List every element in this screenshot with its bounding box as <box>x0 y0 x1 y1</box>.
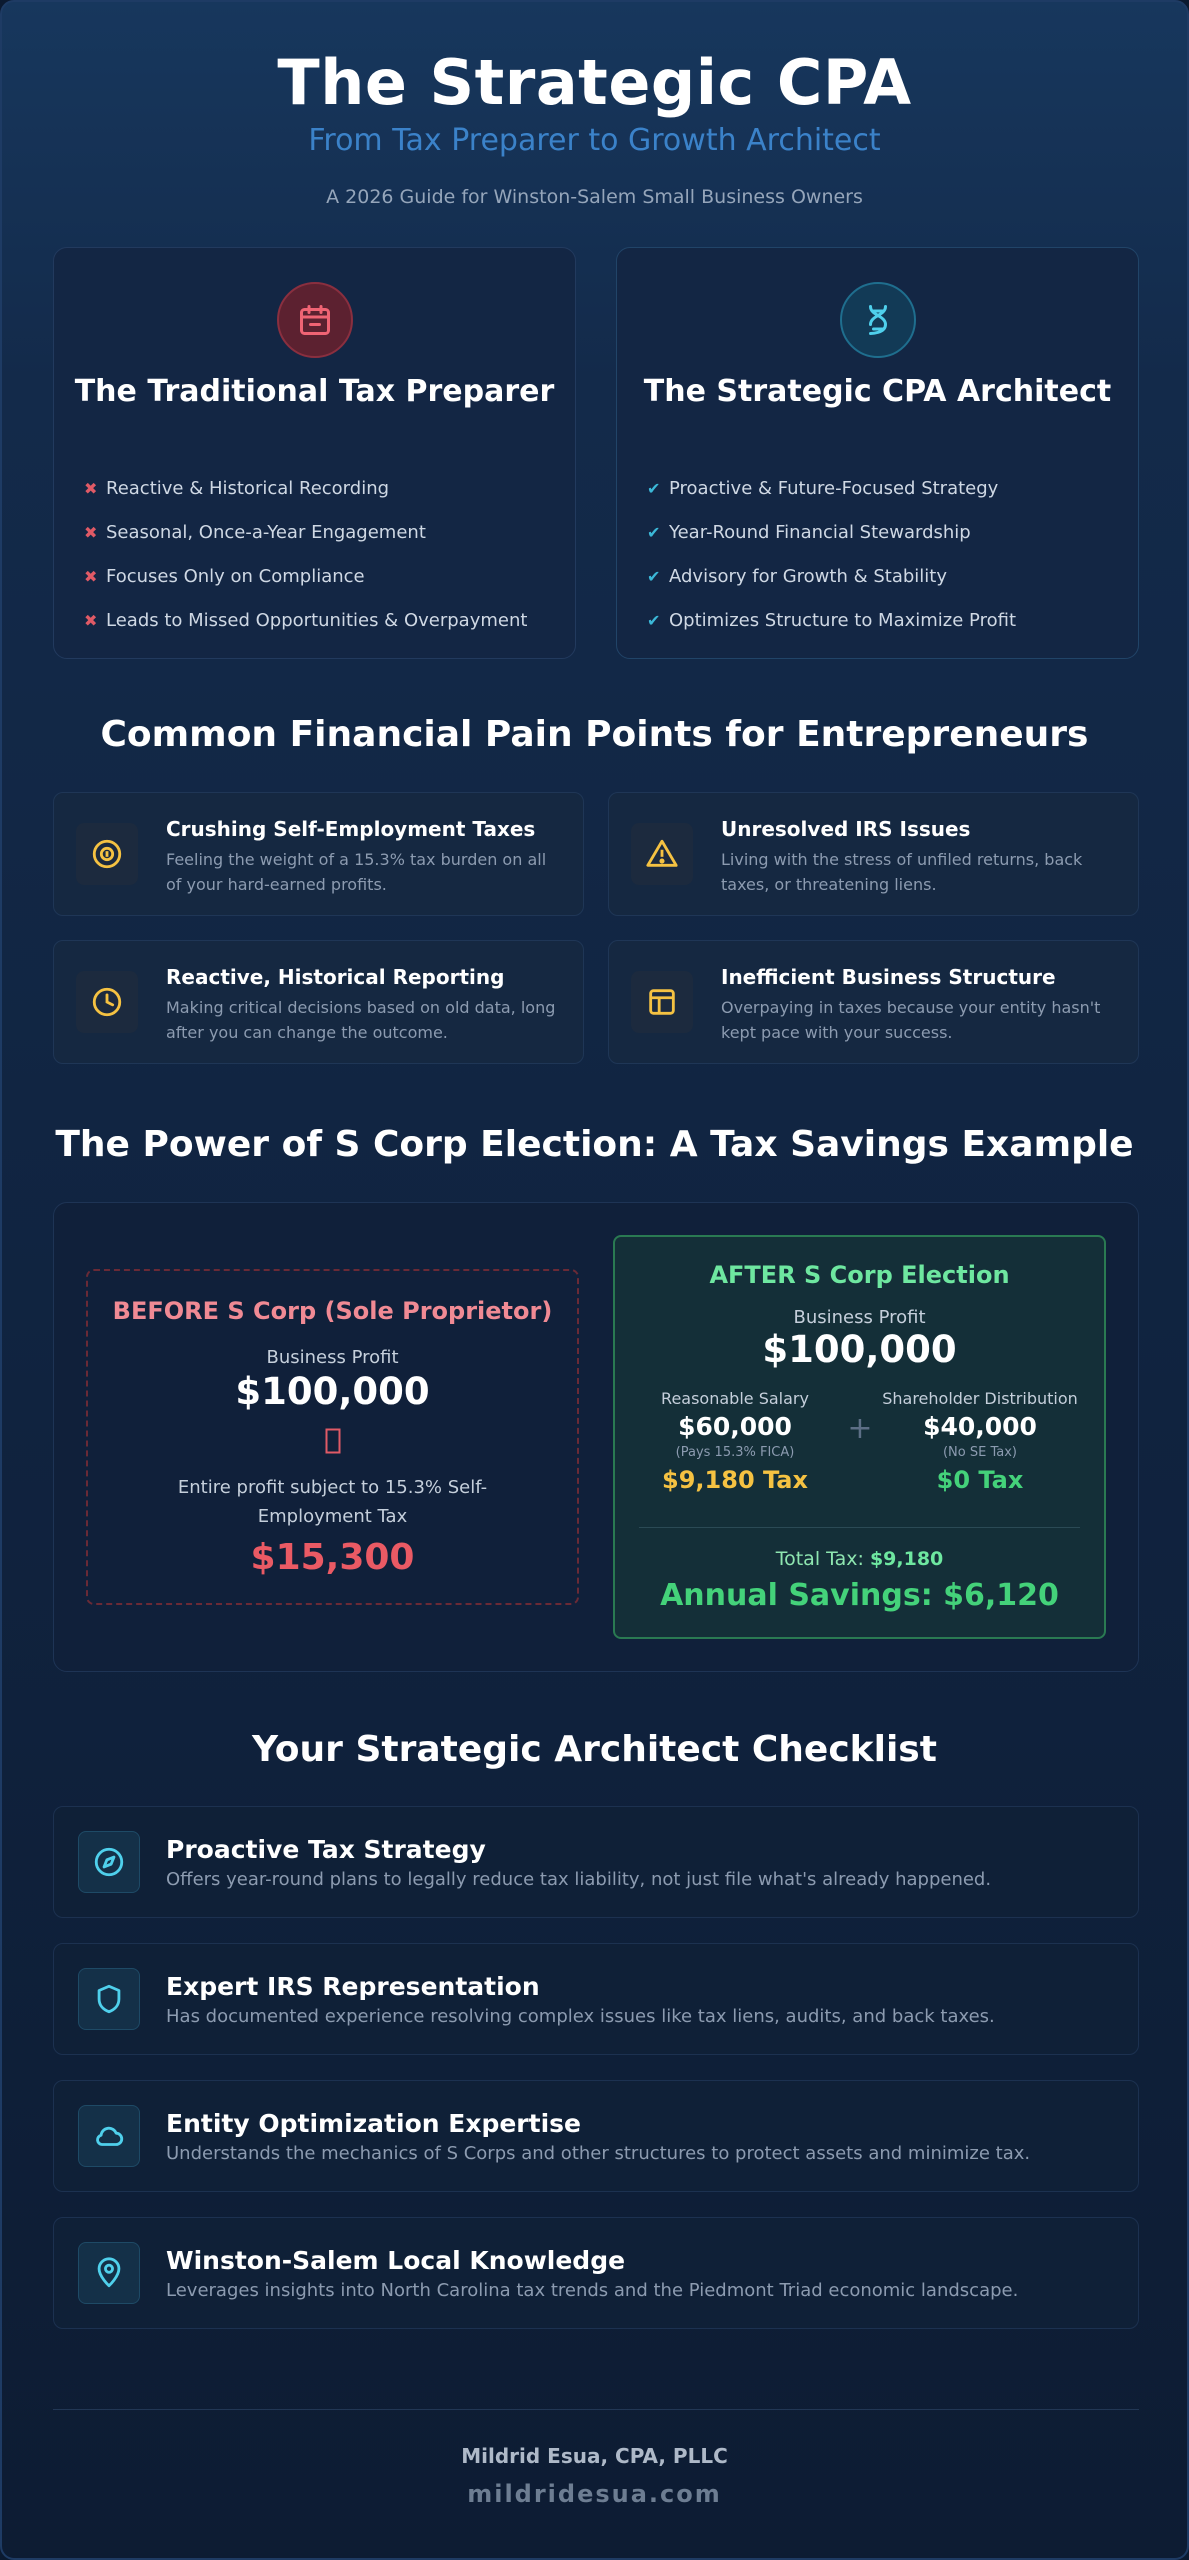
total-tax-value: $9,180 <box>869 1548 944 1570</box>
pain-desc: Making critical decisions based on old data, long after you can change the outcome. <box>166 998 556 1042</box>
cloud-icon <box>78 2105 140 2167</box>
total-tax <box>615 1548 1104 1570</box>
header <box>2 2 1187 208</box>
pain-title: Inefficient Business Structure <box>721 965 1056 989</box>
traditional-card <box>53 247 576 659</box>
pain-card <box>53 792 584 916</box>
checklist-item-desc: Leverages insights into North Carolina tax trends and the Piedmont Triad economic landscape. <box>166 2280 1019 2301</box>
list-item <box>647 598 1122 642</box>
after-scorp-box <box>613 1235 1106 1639</box>
distribution-value: $40,000 <box>923 1412 1037 1441</box>
pain-card <box>608 940 1139 1064</box>
map-pin-icon <box>78 2242 140 2304</box>
annual-savings: Annual Savings: $6,120 <box>660 1578 1059 1613</box>
strategic-title: The Strategic CPA Architect <box>643 374 1112 409</box>
strategic-list <box>647 466 1122 642</box>
list-item <box>647 510 1122 554</box>
page-title: The Strategic CPA <box>277 46 912 119</box>
pain-desc: Feeling the weight of a 15.3% tax burden on all of your hard-earned profits. <box>166 850 547 894</box>
total-tax-label: Total Tax: <box>775 1548 864 1570</box>
shield-icon <box>78 1968 140 2030</box>
list-item-text: Proactive & Future-Focused Strategy <box>669 477 999 499</box>
pain-desc: Overpaying in taxes because your entity hasn't kept pace with your success. <box>721 998 1101 1042</box>
list-item <box>647 466 1122 510</box>
plus-sign: + <box>847 1411 873 1446</box>
after-profit-label: Business Profit <box>793 1307 926 1328</box>
coin-icon <box>76 823 138 885</box>
pain-desc: Living with the stress of unfiled returns, back taxes, or threatening liens. <box>721 850 1083 894</box>
before-title: BEFORE S Corp (Sole Proprietor) <box>112 1297 553 1325</box>
salary-note: (Pays 15.3% FICA) <box>675 1445 795 1460</box>
before-profit-label: Business Profit <box>266 1347 399 1368</box>
compass-icon <box>78 1831 140 1893</box>
x-icon: ✖ <box>84 610 98 630</box>
salary-label: Reasonable Salary <box>661 1389 809 1408</box>
checklist-item-desc: Has documented experience resolving complex issues like tax liens, audits, and back taxes. <box>166 2006 995 2027</box>
firm-name: Mildrid Esua, CPA, PLLC <box>461 2444 728 2468</box>
check-icon: ✔ <box>647 522 661 542</box>
checklist-item-title: Winston-Salem Local Knowledge <box>166 2246 626 2275</box>
before-profit-value: $100,000 <box>235 1370 430 1413</box>
pain-title: Reactive, Historical Reporting <box>166 965 505 989</box>
checklist-item-desc: Understands the mechanics of S Corps and other structures to protect assets and minimize tax. <box>166 2143 1031 2164</box>
salary-value: $60,000 <box>678 1412 792 1441</box>
x-icon: ✖ <box>84 478 98 498</box>
list-item-text: Advisory for Growth & Stability <box>669 565 947 587</box>
check-icon: ✔ <box>647 566 661 586</box>
after-profit-value: $100,000 <box>762 1328 957 1371</box>
checklist-item-title: Proactive Tax Strategy <box>166 1835 486 1864</box>
checklist-item-title: Entity Optimization Expertise <box>166 2109 581 2138</box>
pain-points-title: Common Financial Pain Points for Entrepreneurs <box>100 714 1089 755</box>
distribution-label: Shareholder Distribution <box>882 1389 1078 1408</box>
checklist-item <box>53 2080 1139 2192</box>
list-item <box>647 554 1122 598</box>
salary-column <box>625 1389 845 1494</box>
strategic-card <box>616 247 1139 659</box>
website-link[interactable]: mildridesua.com <box>467 2480 722 2508</box>
after-title: AFTER S Corp Election <box>709 1261 1010 1289</box>
checklist-item-title: Expert IRS Representation <box>166 1972 540 2001</box>
checklist-item-desc: Offers year-round plans to legally reduce tax liability, not just file what's already happened. <box>166 1869 992 1890</box>
calendar-icon <box>277 282 353 358</box>
before-desc: Entire profit subject to 15.3% Self-Employment Tax <box>177 1477 488 1527</box>
profit-split <box>615 1389 1104 1499</box>
pain-title: Crushing Self-Employment Taxes <box>166 817 536 841</box>
distribution-tax: $0 Tax <box>936 1466 1024 1494</box>
checklist-item <box>53 1943 1139 2055</box>
list-item <box>84 598 559 642</box>
divider <box>639 1527 1080 1528</box>
before-scorp-box <box>86 1269 579 1605</box>
list-item-text: Focuses Only on Compliance <box>106 565 365 587</box>
distribution-note: (No SE Tax) <box>942 1445 1017 1460</box>
scorp-example-panel <box>53 1202 1139 1672</box>
list-item <box>84 554 559 598</box>
dna-icon <box>840 282 916 358</box>
checklist-title: Your Strategic Architect Checklist <box>252 1729 937 1770</box>
traditional-list <box>84 466 559 642</box>
x-icon: ✖ <box>84 566 98 586</box>
scorp-title: The Power of S Corp Election: A Tax Savings Example <box>55 1124 1134 1165</box>
x-icon: ✖ <box>84 522 98 542</box>
list-item-text: Leads to Missed Opportunities & Overpayment <box>106 609 528 631</box>
pain-title: Unresolved IRS Issues <box>721 817 971 841</box>
list-item-text: Reactive & Historical Recording <box>106 477 390 499</box>
list-item-text: Year-Round Financial Stewardship <box>669 521 971 543</box>
pain-card <box>608 792 1139 916</box>
list-item-text: Optimizes Structure to Maximize Profit <box>669 609 1017 631</box>
layout-icon <box>631 971 693 1033</box>
checklist-item <box>53 2217 1139 2329</box>
pain-card <box>53 940 584 1064</box>
warning-icon <box>631 823 693 885</box>
clock-icon <box>76 971 138 1033</box>
list-item <box>84 466 559 510</box>
before-tax-value: $15,300 <box>250 1537 415 1578</box>
guide-caption: A 2026 Guide for Winston-Salem Small Business Owners <box>326 186 863 208</box>
comparison-section <box>53 247 1139 659</box>
page-subtitle: From Tax Preparer to Growth Architect <box>308 123 881 158</box>
list-item <box>84 510 559 554</box>
salary-tax: $9,180 Tax <box>662 1466 808 1494</box>
missing-glyph-icon <box>88 1421 577 1461</box>
list-item-text: Seasonal, Once-a-Year Engagement <box>106 521 426 543</box>
traditional-title: The Traditional Tax Preparer <box>74 374 555 409</box>
check-icon: ✔ <box>647 610 661 630</box>
checklist-item <box>53 1806 1139 1918</box>
footer-divider <box>53 2409 1139 2410</box>
check-icon: ✔ <box>647 478 661 498</box>
distribution-column <box>870 1389 1090 1494</box>
